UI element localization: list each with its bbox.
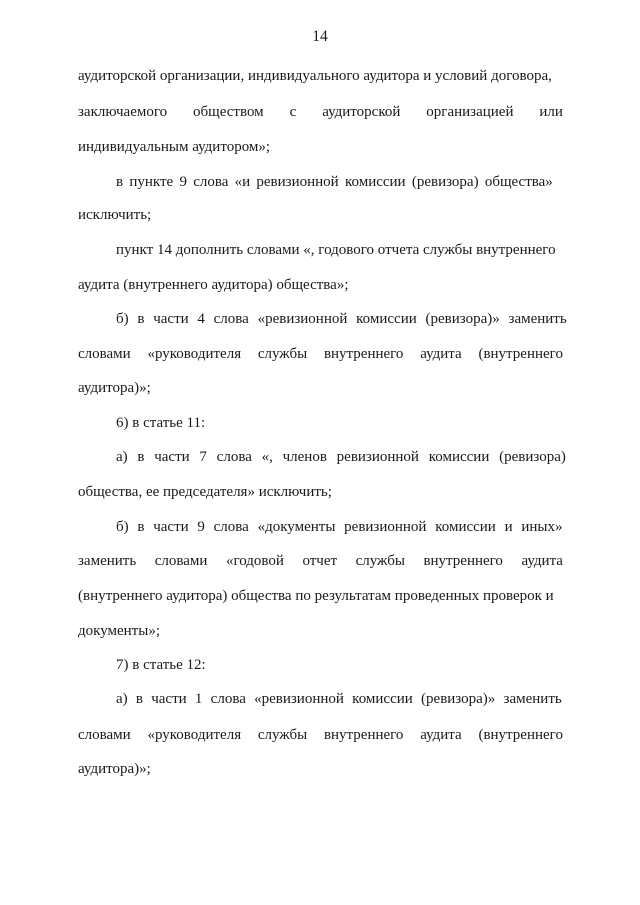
word: заменить <box>78 553 137 569</box>
word: внутреннего <box>323 727 404 743</box>
word: словами <box>154 553 208 569</box>
text-line-3: индивидуальным аудитором»; <box>78 139 271 155</box>
text-line-9 <box>78 345 563 363</box>
word: внутреннего <box>423 553 503 569</box>
text-line-14: б) в части 9 слова «документы ревизионной комиссии и иных» <box>116 519 563 535</box>
word: с <box>289 104 297 120</box>
word: службы <box>257 727 308 743</box>
word: (внутреннего <box>478 727 563 743</box>
word: аудита <box>521 553 563 569</box>
word: службы <box>355 553 405 569</box>
text-line-1: аудиторской организации, индивидуального аудитора и условий договора, <box>78 68 552 84</box>
text-line-5: исключить; <box>78 207 152 223</box>
word: словами <box>78 727 131 743</box>
text-line-10: аудитора)»; <box>78 380 151 396</box>
text-line-11: 6) в статье 11: <box>116 415 206 431</box>
text-line-8: б) в части 4 слова «ревизионной комиссии (ревизора)» заменить <box>116 311 567 327</box>
word: «годовой <box>225 553 284 569</box>
page-number: 14 <box>312 28 328 45</box>
word: аудита <box>420 346 462 362</box>
word: или <box>539 104 563 120</box>
text-line-12: а) в части 7 слова «, членов ревизионной комиссии (ревизора) <box>116 449 566 465</box>
text-line-4: в пункте 9 слова «и ревизионной комиссии (ревизора) общества» <box>116 174 553 190</box>
word: «руководителя <box>147 346 242 362</box>
word: (внутреннего <box>478 346 563 362</box>
word: аудиторской <box>322 104 401 120</box>
text-line-15 <box>78 552 563 570</box>
text-line-16: (внутреннего аудитора) общества по результатам проведенных проверок и <box>78 588 554 604</box>
word: аудита <box>420 727 462 743</box>
word: организацией <box>426 104 514 120</box>
word: «руководителя <box>147 727 242 743</box>
word: словами <box>78 346 131 362</box>
text-line-21: аудитора)»; <box>78 761 151 777</box>
text-line-7: аудита (внутреннего аудитора) общества»; <box>78 277 349 293</box>
word: внутреннего <box>323 346 404 362</box>
text-line-20 <box>78 726 563 744</box>
word: отчет <box>302 553 338 569</box>
word: службы <box>257 346 308 362</box>
text-line-19: а) в части 1 слова «ревизионной комиссии (ревизора)» заменить <box>116 691 562 707</box>
text-line-6: пункт 14 дополнить словами «, годового отчета службы внутреннего <box>116 242 556 258</box>
text-line-18: 7) в статье 12: <box>116 657 206 673</box>
text-line-2 <box>78 103 563 121</box>
word: обществом <box>193 104 264 120</box>
word: заключаемого <box>78 104 168 120</box>
text-line-17: документы»; <box>78 623 160 639</box>
text-line-13: общества, ее председателя» исключить; <box>78 484 332 500</box>
